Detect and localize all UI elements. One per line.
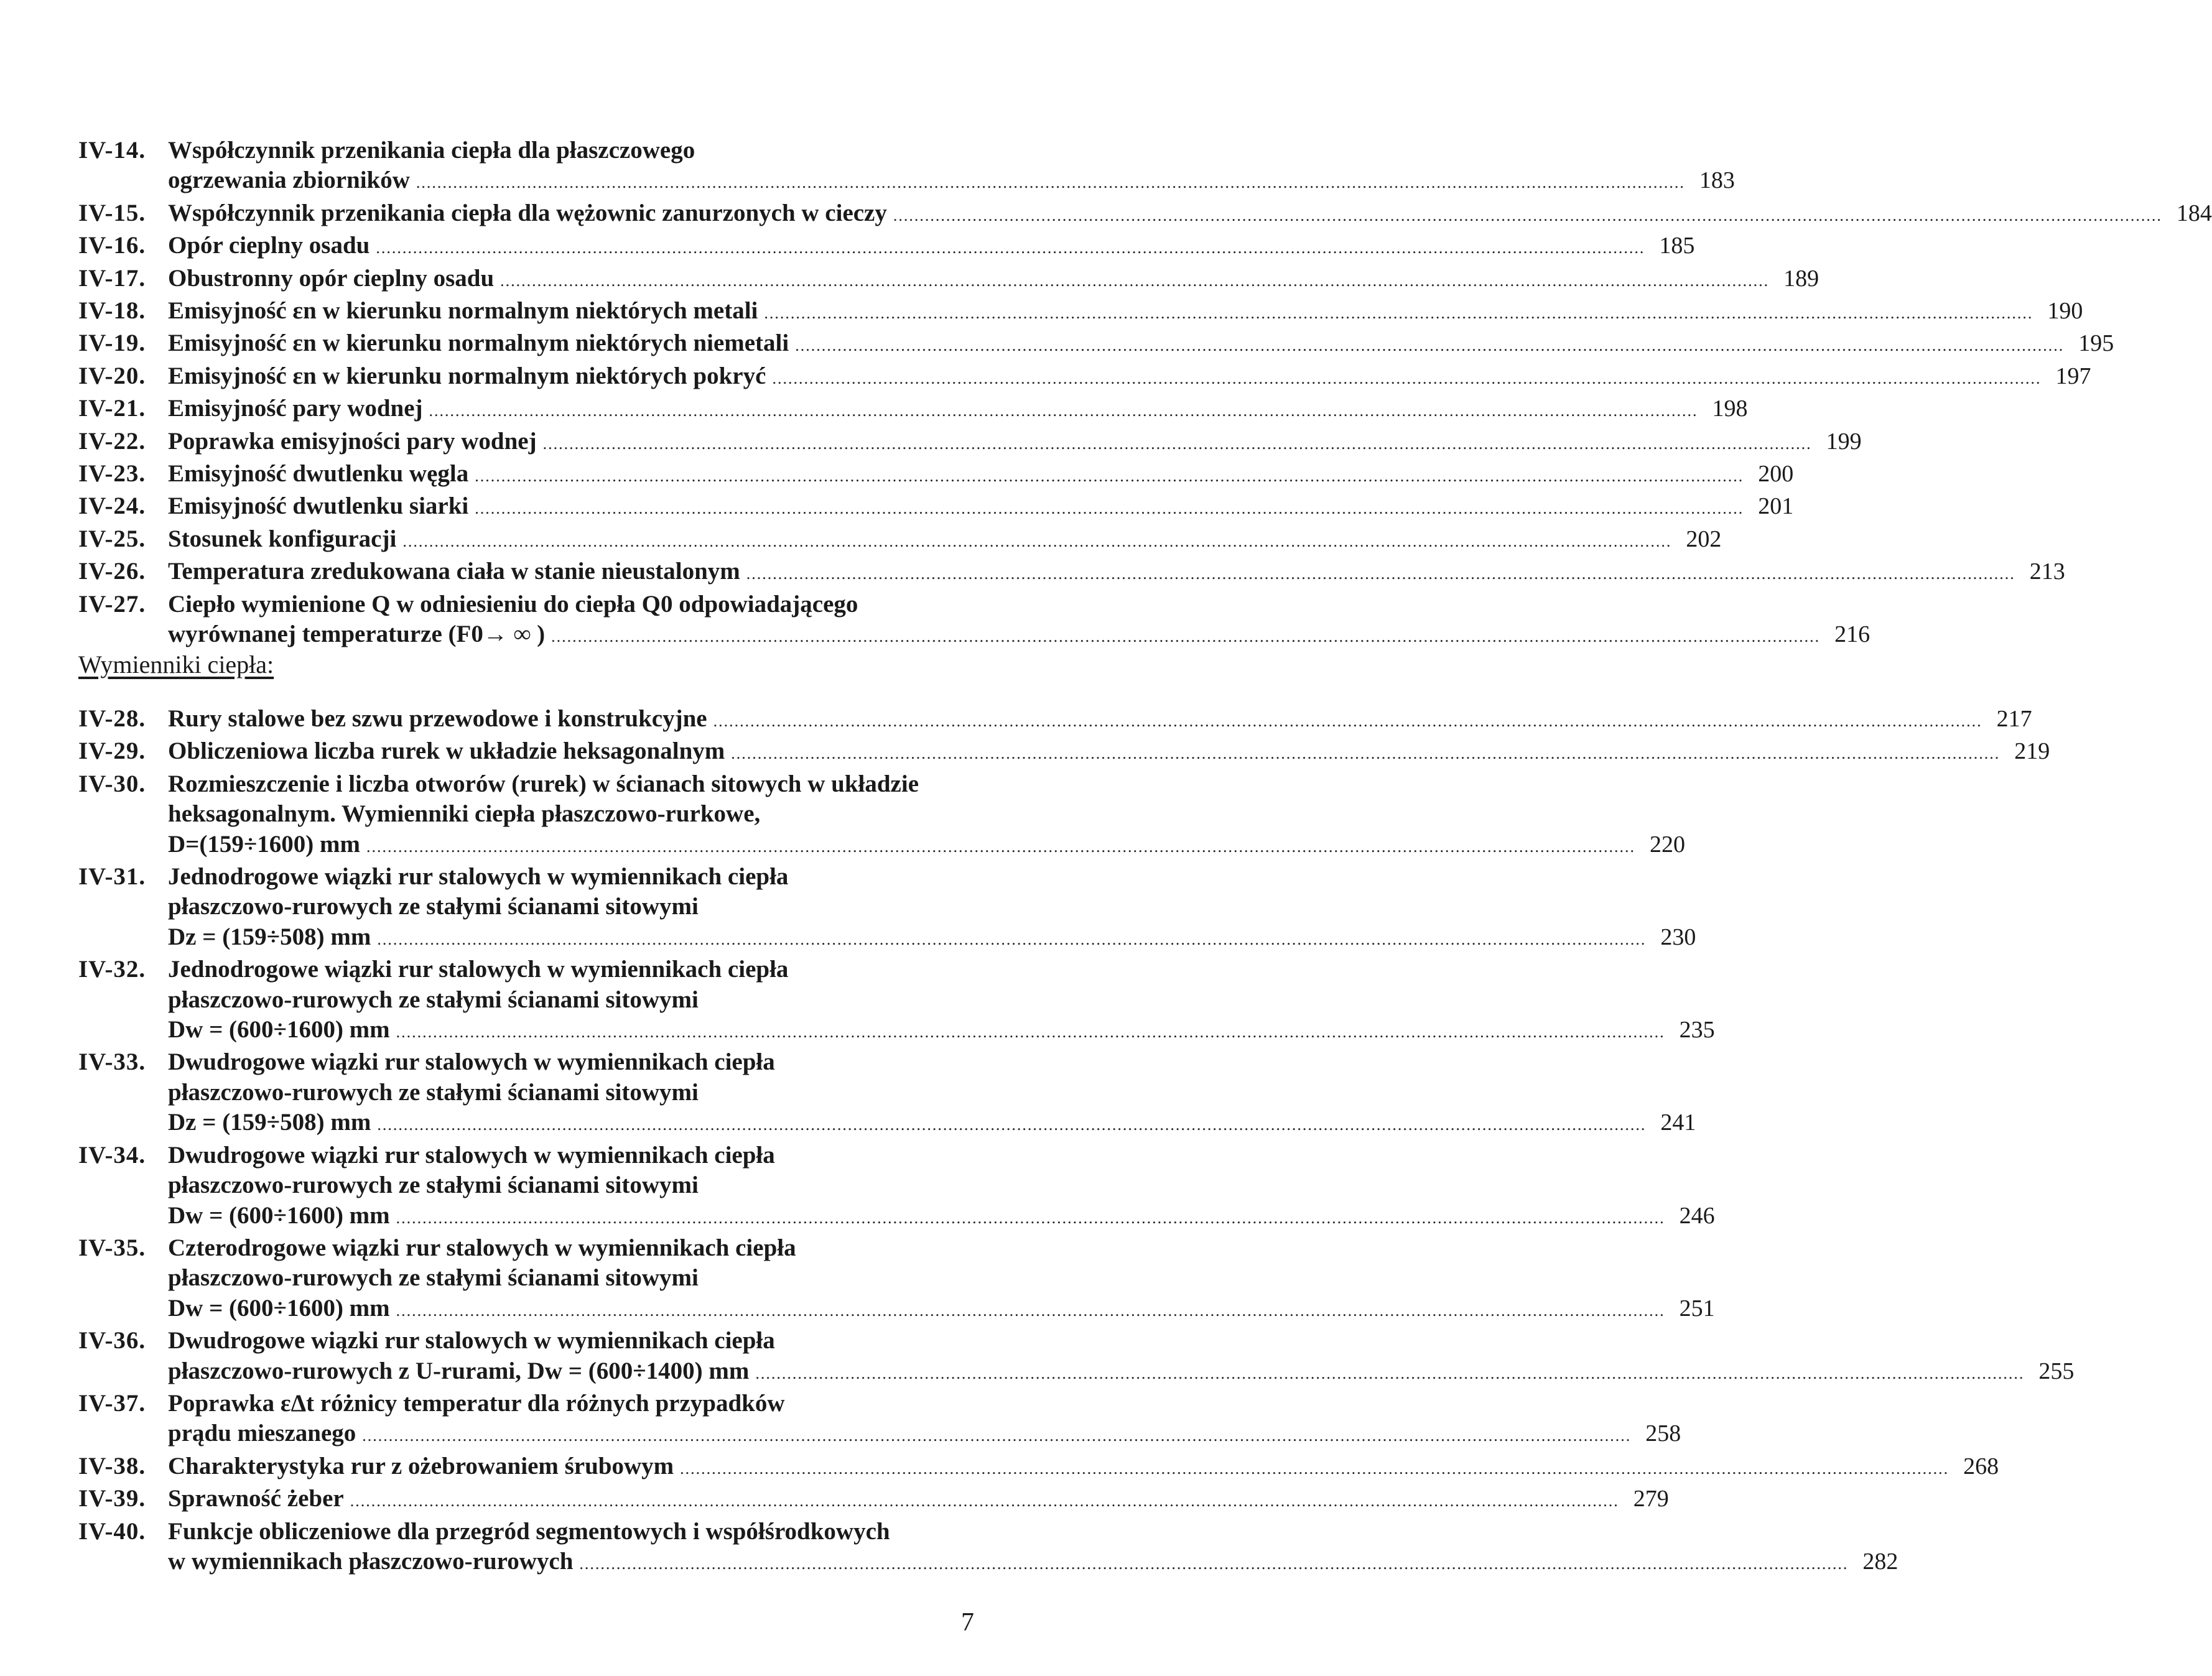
entry-page-number: 255 — [2038, 1358, 2075, 1384]
toc-section-heat-exchangers — [78, 704, 2075, 1579]
entry-title-line: Emisyjność pary wodnej — [168, 395, 423, 422]
entry-title-line: Dwudrogowe wiązki rur stalowych w wymiennikach ciepła — [168, 1141, 775, 1169]
toc-entry[interactable] — [78, 427, 1862, 459]
entry-title-line: Emisyjność εn w kierunku normalnym niektórych niemetali — [168, 330, 789, 357]
toc-entry[interactable] — [78, 704, 2032, 736]
entry-title-line: Współczynnik przenikania ciepła dla wężownic zanurzonych w cieczy — [168, 199, 887, 226]
entry-title-line: Funkcje obliczeniowe dla przegród segmentowych i współśrodkowych — [168, 1517, 890, 1545]
entry-page-number: 197 — [2055, 363, 2091, 389]
toc-entry[interactable] — [78, 862, 1696, 955]
toc-entry[interactable] — [78, 1517, 1898, 1580]
dot-leader — [366, 832, 1635, 862]
entry-title-line: Charakterystyka rur z ożebrowaniem śrubowym — [168, 1452, 674, 1479]
entry-page-number: 199 — [1826, 428, 1862, 455]
entry-code: IV-23. — [78, 460, 146, 488]
entry-code: IV-34. — [78, 1141, 146, 1169]
dot-leader — [475, 461, 1744, 491]
toc-entry[interactable] — [78, 264, 1819, 296]
toc-entry[interactable] — [78, 1233, 1715, 1326]
entry-title-line: Temperatura zredukowana ciała w stanie nieustalonym — [168, 558, 740, 585]
entry-page-number: 213 — [2029, 558, 2065, 585]
entry-page-number: 219 — [2014, 738, 2050, 765]
entry-title-line: Rury stalowe bez szwu przewodowe i konstrukcyjne — [168, 705, 707, 732]
page-number: 7 — [961, 1608, 974, 1637]
entry-title-line: płaszczowo-rurowych ze stałymi ścianami sitowymi — [168, 1264, 699, 1292]
entry-code: IV-36. — [78, 1327, 146, 1354]
toc-entry[interactable] — [78, 1047, 1696, 1140]
entry-page-number: 202 — [1686, 525, 1722, 552]
entry-code: IV-39. — [78, 1485, 146, 1512]
entry-page-number: 189 — [1783, 265, 1819, 292]
dot-leader — [416, 168, 1685, 198]
toc-entry[interactable] — [78, 557, 2065, 589]
entry-title-line: Dwudrogowe wiązki rur stalowych w wymiennikach ciepła — [168, 1327, 775, 1354]
entry-title-line: Emisyjność dwutlenku siarki — [168, 493, 469, 520]
entry-title-line: Współczynnik przenikania ciepła dla płaszczowego — [168, 137, 695, 164]
dot-leader — [551, 622, 1820, 652]
dot-leader — [579, 1549, 1848, 1579]
entry-code: IV-31. — [78, 863, 146, 891]
entry-title-line: Jednodrogowe wiązki rur stalowych w wymiennikach ciepła — [168, 863, 789, 891]
entry-page-number: 184 — [2176, 200, 2212, 226]
dot-leader — [402, 527, 1671, 557]
entry-title-line: płaszczowo-rurowych ze stałymi ścianami sitowymi — [168, 1172, 699, 1199]
entry-code: IV-14. — [78, 137, 146, 164]
entry-code: IV-19. — [78, 330, 146, 357]
entry-title-line: płaszczowo-rurowych z U-rurami, Dw = (600÷1400) mm — [168, 1357, 750, 1384]
entry-page-number: 201 — [1758, 493, 1794, 520]
entry-title-line: płaszczowo-rurowych ze stałymi ścianami sitowymi — [168, 986, 699, 1013]
dot-leader — [362, 1421, 1631, 1451]
entry-title-line: Poprawka εΔt różnicy temperatur dla różnych przypadków — [168, 1389, 785, 1417]
entry-title-line: ogrzewania zbiorników — [168, 167, 410, 194]
entry-title-line: D=(159÷1600) mm — [168, 830, 360, 858]
dot-leader — [475, 494, 1744, 524]
entry-title-line: Dwudrogowe wiązki rur stalowych w wymiennikach ciepła — [168, 1049, 775, 1076]
toc-entry[interactable] — [78, 136, 1735, 198]
entry-title-line: Czterodrogowe wiązki rur stalowych w wymiennikach ciepła — [168, 1234, 796, 1261]
toc-entry[interactable] — [78, 296, 2083, 328]
entry-title-line: Emisyjność εn w kierunku normalnym niektórych pokryć — [168, 362, 766, 389]
dot-leader — [772, 364, 2041, 394]
entry-page-number: 216 — [1834, 621, 1870, 648]
entry-title-line: Ciepło wymienione Q w odniesieniu do ciepła Q0 odpowiadającego — [168, 590, 858, 618]
dot-leader — [396, 1296, 1665, 1326]
entry-title-line: w wymiennikach płaszczowo-rurowych — [168, 1547, 574, 1575]
toc-entry[interactable] — [78, 1451, 1999, 1484]
toc-entry[interactable] — [78, 231, 1695, 263]
toc-entry[interactable] — [78, 524, 1722, 557]
toc-entry[interactable] — [78, 590, 1870, 652]
entry-code: IV-28. — [78, 705, 146, 732]
dot-leader — [893, 201, 2162, 231]
entry-code: IV-22. — [78, 427, 146, 455]
toc-entry[interactable] — [78, 736, 2050, 769]
dot-leader — [731, 739, 2000, 769]
entry-page-number: 282 — [1862, 1548, 1898, 1575]
toc-entry[interactable] — [78, 769, 1685, 862]
toc-entry[interactable] — [78, 1484, 1669, 1516]
entry-code: IV-30. — [78, 770, 146, 797]
toc-entry[interactable] — [78, 361, 2091, 394]
entry-page-number: 183 — [1699, 167, 1735, 194]
entry-page-number: 185 — [1659, 233, 1695, 259]
toc-entry[interactable] — [78, 459, 1794, 491]
entry-code: IV-17. — [78, 264, 146, 292]
dot-leader — [429, 396, 1698, 426]
toc-entry[interactable] — [78, 1141, 1715, 1233]
dot-leader — [500, 266, 1769, 296]
entry-page-number: 241 — [1660, 1109, 1696, 1136]
section-heading-heat-exchangers: Wymienniki ciepła: — [78, 650, 274, 678]
toc-entry[interactable] — [78, 198, 2212, 231]
entry-title-line: Opór cieplny osadu — [168, 232, 370, 259]
dot-leader — [396, 1017, 1665, 1047]
entry-page-number: 279 — [1633, 1486, 1669, 1512]
dot-leader — [680, 1454, 1949, 1484]
dot-leader — [350, 1486, 1619, 1516]
entry-title-line: prądu mieszanego — [168, 1420, 356, 1447]
dot-leader — [377, 925, 1646, 955]
entry-title-line: Poprawka emisyjności pary wodnej — [168, 427, 537, 455]
dot-leader — [713, 706, 1982, 736]
entry-page-number: 230 — [1660, 924, 1696, 950]
dot-leader — [543, 429, 1812, 459]
entry-page-number: 268 — [1963, 1453, 1999, 1479]
entry-code: IV-32. — [78, 956, 146, 983]
entry-code: IV-21. — [78, 395, 146, 422]
dot-leader — [396, 1203, 1665, 1233]
toc-entry[interactable] — [78, 394, 1748, 426]
entry-page-number: 217 — [1996, 706, 2032, 732]
entry-title-line: Rozmieszczenie i liczba otworów (rurek) w ścianach sitowych w układzie — [168, 770, 919, 797]
entry-code: IV-38. — [78, 1452, 146, 1479]
entry-code: IV-27. — [78, 590, 146, 618]
dot-leader — [795, 331, 2064, 361]
toc-entry[interactable] — [78, 491, 1794, 524]
toc-entry[interactable] — [78, 955, 1715, 1047]
entry-title-line: wyrównanej temperaturze (F0→ ∞ ) — [168, 621, 546, 648]
toc-entry[interactable] — [78, 1389, 1681, 1451]
toc-entry[interactable] — [78, 328, 2114, 361]
entry-page-number: 190 — [2047, 298, 2083, 325]
entry-title-line: Obliczeniowa liczba rurek w układzie heksagonalnym — [168, 738, 725, 765]
entry-page-number: 198 — [1712, 396, 1748, 422]
entry-title-line: Emisyjność dwutlenku węgla — [168, 460, 469, 488]
entry-title-line: płaszczowo-rurowych ze stałymi ścianami sitowymi — [168, 1078, 699, 1106]
dot-leader — [376, 233, 1645, 263]
entry-page-number: 258 — [1645, 1420, 1681, 1447]
dot-leader — [746, 559, 2015, 589]
entry-code: IV-15. — [78, 199, 146, 226]
entry-title-line: Stosunek konfiguracji — [168, 525, 397, 552]
entry-code: IV-35. — [78, 1234, 146, 1261]
entry-title-line: Jednodrogowe wiązki rur stalowych w wymiennikach ciepła — [168, 956, 789, 983]
entry-title-line: heksagonalnym. Wymienniki ciepła płaszczowo-rurkowe, — [168, 800, 761, 828]
entry-code: IV-37. — [78, 1389, 146, 1417]
entry-page-number: 246 — [1679, 1202, 1715, 1229]
dot-leader — [764, 299, 2033, 328]
entry-code: IV-18. — [78, 297, 146, 325]
entry-code: IV-16. — [78, 232, 146, 259]
entry-page-number: 235 — [1679, 1017, 1715, 1044]
entry-title-line: Obustronny opór cieplny osadu — [168, 264, 495, 292]
entry-page-number: 200 — [1758, 461, 1794, 488]
entry-title-line: Dw = (600÷1600) mm — [168, 1201, 390, 1229]
entry-code: IV-24. — [78, 493, 146, 520]
entry-title-line: Emisyjność εn w kierunku normalnym niektórych metali — [168, 297, 758, 325]
entry-code: IV-29. — [78, 738, 146, 765]
entry-title-line: Dz = (159÷508) mm — [168, 923, 371, 950]
entry-title-line: płaszczowo-rurowych ze stałymi ścianami sitowymi — [168, 893, 699, 920]
entry-title-line: Dw = (600÷1600) mm — [168, 1016, 390, 1044]
dot-leader — [755, 1359, 2024, 1389]
entry-title-line: Dz = (159÷508) mm — [168, 1109, 371, 1136]
entry-code: IV-33. — [78, 1049, 146, 1076]
entry-code: IV-26. — [78, 558, 146, 585]
entry-code: IV-40. — [78, 1517, 146, 1545]
entry-code: IV-20. — [78, 362, 146, 389]
toc-entry[interactable] — [78, 1326, 2075, 1389]
toc-section-general — [78, 136, 2212, 652]
entry-page-number: 220 — [1650, 831, 1685, 858]
entry-code: IV-25. — [78, 525, 146, 552]
entry-title-line: Dw = (600÷1600) mm — [168, 1294, 390, 1322]
entry-title-line: Sprawność żeber — [168, 1485, 344, 1512]
entry-page-number: 195 — [2078, 330, 2114, 357]
entry-page-number: 251 — [1679, 1295, 1715, 1322]
dot-leader — [377, 1110, 1646, 1140]
